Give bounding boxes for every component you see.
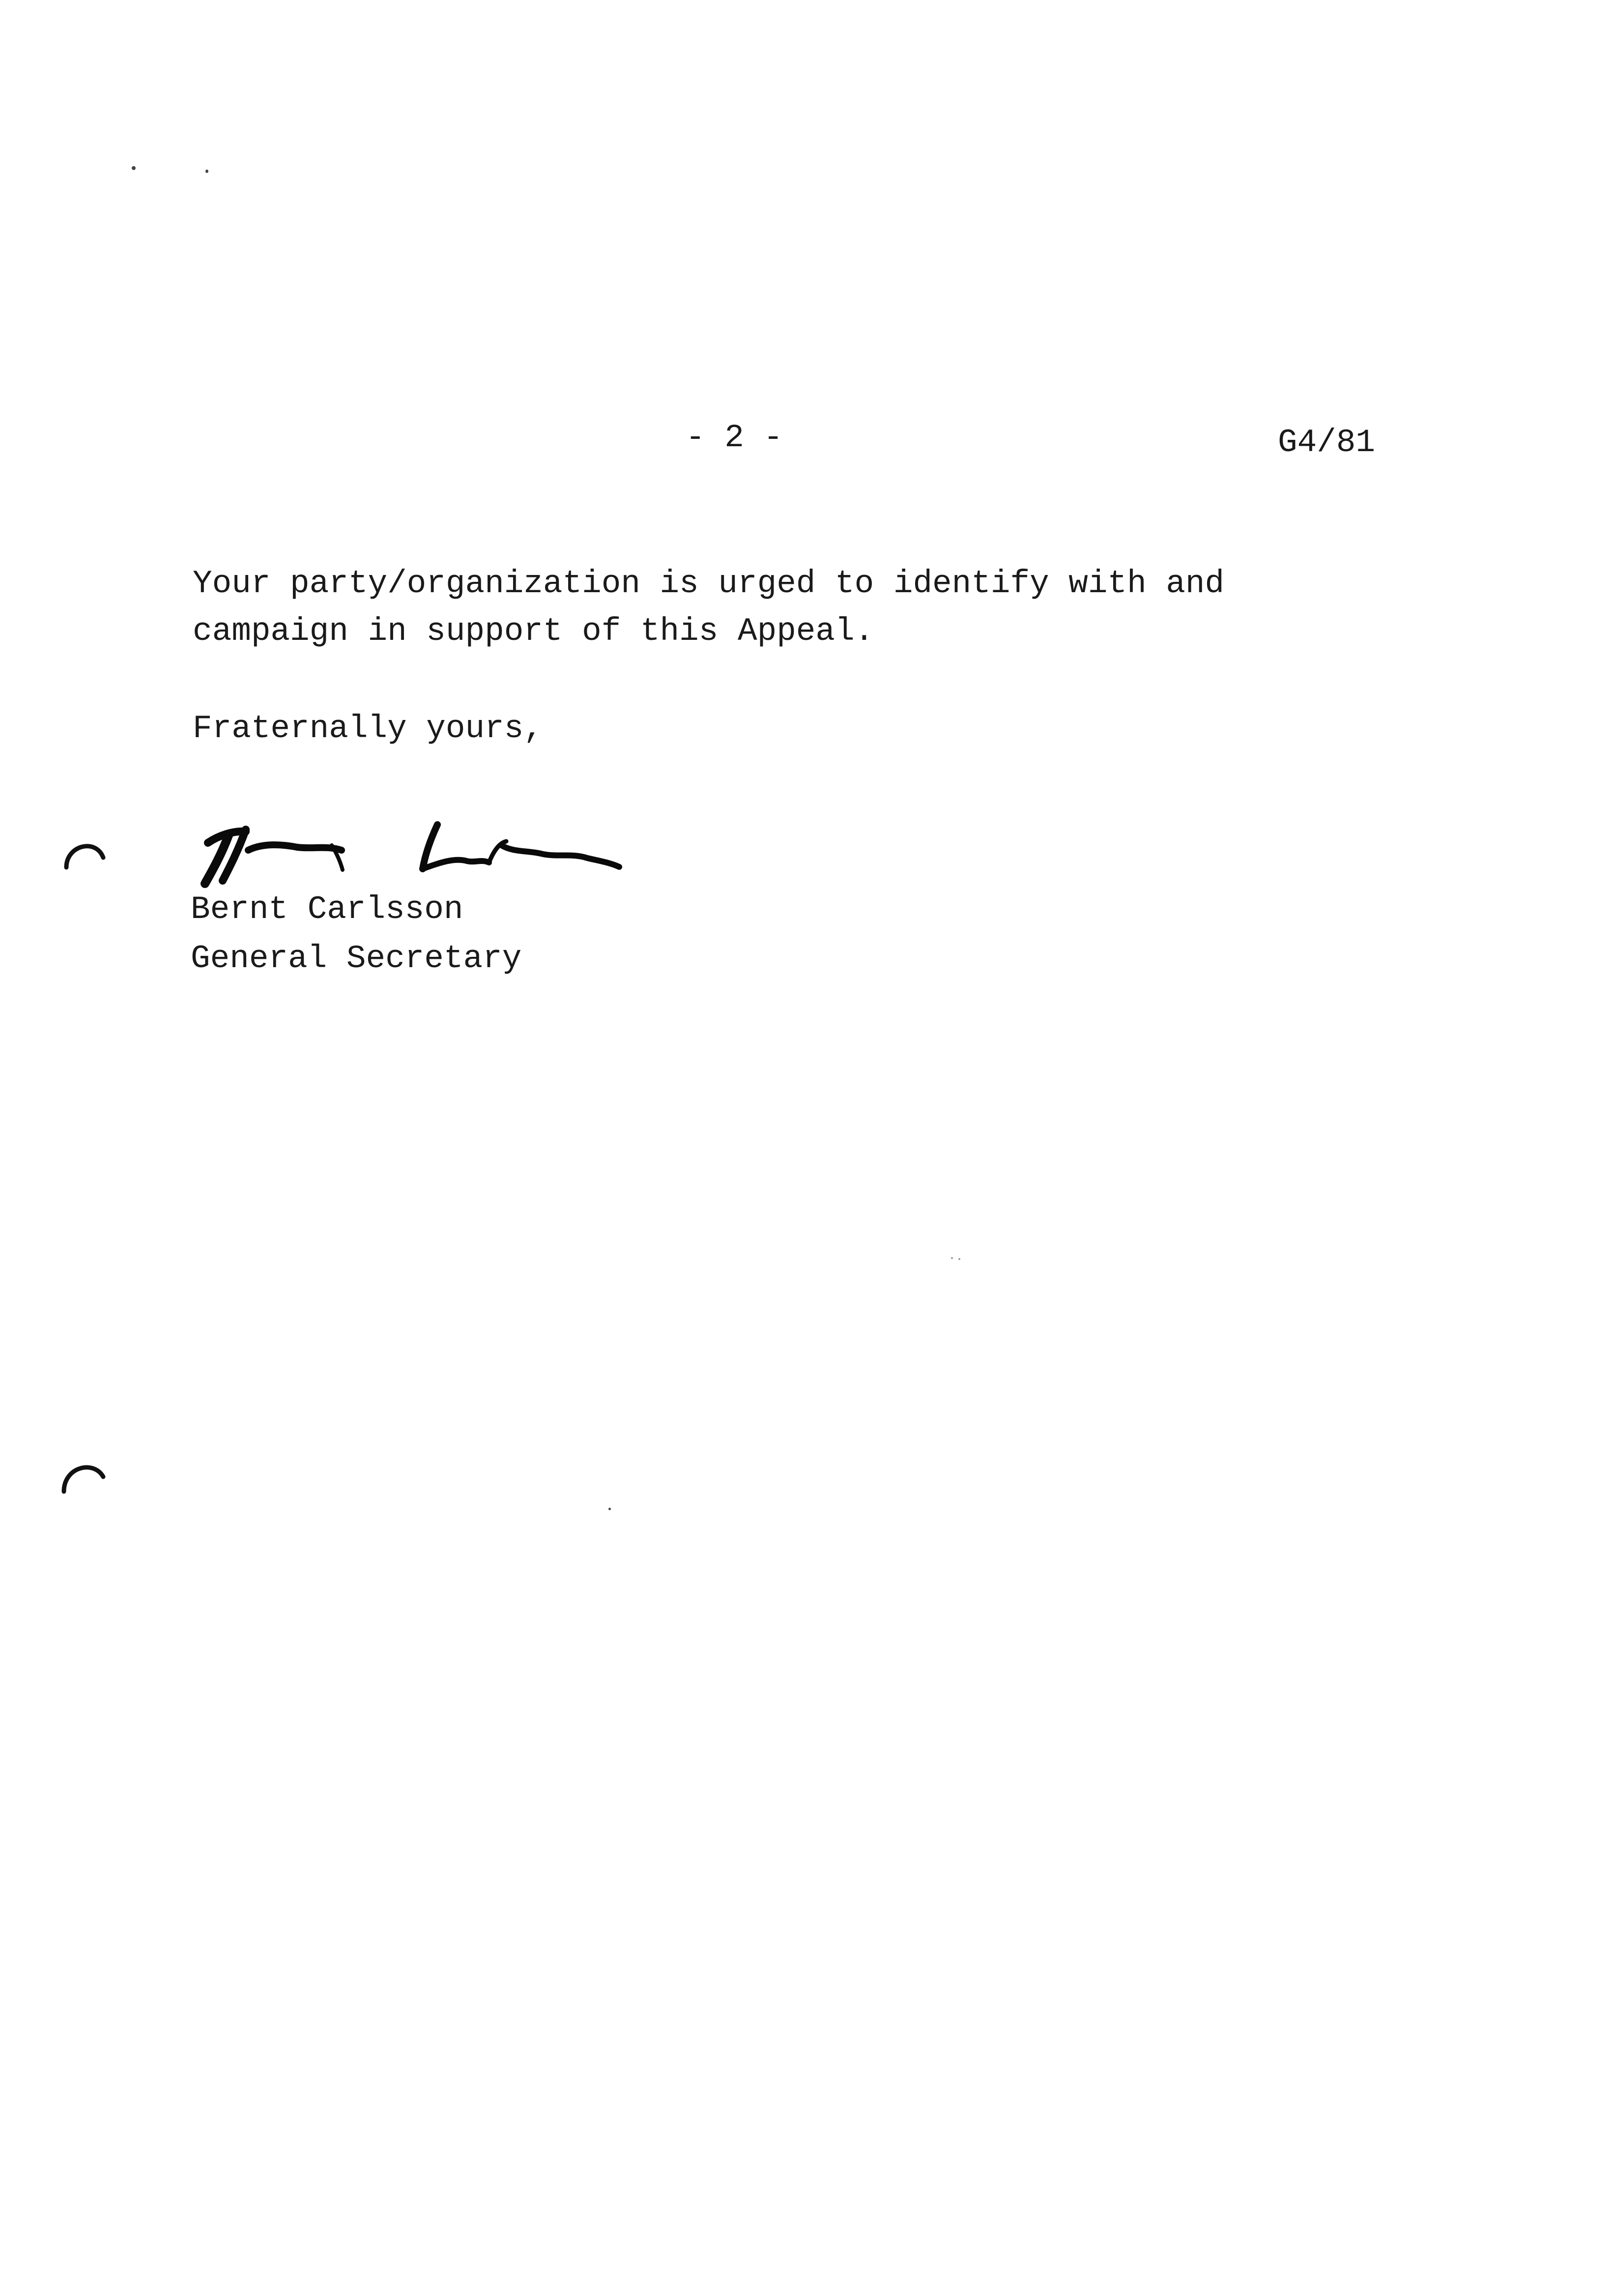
body-text-line: campaign in support of this Appeal. (193, 613, 874, 650)
signer-title: General Secretary (191, 940, 522, 977)
scan-speck (951, 1257, 953, 1259)
punch-hole-mark (57, 1452, 106, 1501)
punch-hole-mark (59, 831, 108, 880)
scan-speck (608, 1508, 611, 1510)
scan-speck (958, 1258, 960, 1260)
document-reference: G4/81 (1278, 424, 1376, 461)
scan-speck (205, 170, 208, 173)
signer-name: Bernt Carlsson (191, 891, 463, 928)
closing-salutation: Fraternally yours, (193, 710, 543, 747)
scan-speck (132, 166, 136, 170)
handwritten-signature (199, 816, 641, 890)
body-text-line: Your party/organization is urged to identify with and (193, 565, 1225, 602)
page-number: - 2 - (686, 419, 783, 456)
